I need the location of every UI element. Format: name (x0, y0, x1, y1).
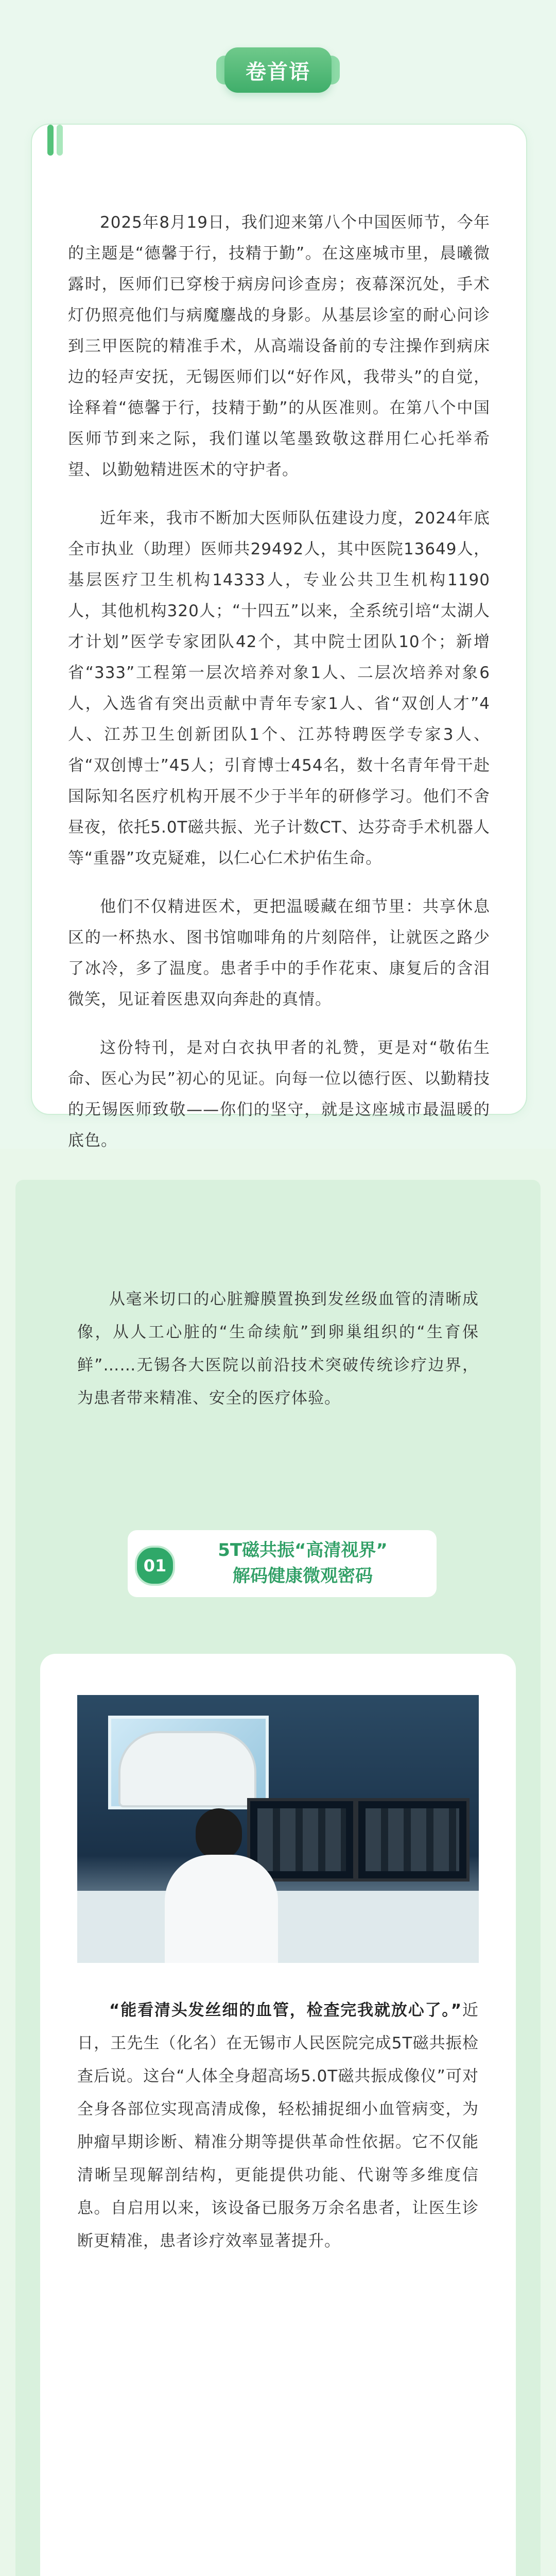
feature-title-line2: 解码健康微观密码 (233, 1566, 373, 1586)
editorial-paragraph: 这份特刊，是对白衣执甲者的礼赞，更是对“敬佑生命、医心为民”初心的见证。向每一位以德行医、以勤精技的无锡医师致敬——你们的坚守，就是这座城市最温暖的底色。 (68, 1039, 490, 1150)
feature-card (40, 1654, 516, 2576)
feature-number-badge: 01 (135, 1546, 175, 1586)
editorial-card (31, 124, 527, 1150)
feature-title-line1: 5T磁共振“高清视界” (218, 1540, 388, 1561)
feature-lead-quote: “能看清头发丝细的血管，检查完我就放心了。” (109, 2001, 462, 2020)
editorial-text (68, 207, 490, 1174)
feature-body-text: 近日，王先生（化名）在无锡市人民医院完成5T磁共振检查后说。这台“人体全身超高场5.0T磁共振成像仪”可对全身各部位实现高清成像，轻松捕捉细小血管病变，为肿瘤早期诊断、精准分期等提供革命性依据。它不仅能清晰呈现解剖结构，更能提供功能、代谢等多维度信息。自启用以来，该设备已服务万余名患者，让医生诊断更精准，患者诊疗效率显著提升。 (77, 2001, 479, 2250)
editorial-paragraph: 近年来，我市不断加大医师队伍建设力度，2024年底全市执业（助理）医师共29492人，其中医院13649人，基层医疗卫生机构14333人，专业公共卫生机构1190人，其他机构320人；“十四五”以来，全系统引培“太湖人才计划”医学专家团队42个，其中院士团队10个；新增省“333”工程第一层次培养对象1人、二层次培养对象6人，入选省有突出贡献中青年专家1人、省“双创人才”4人、江苏卫生创新团队1个、江苏特聘医学专家3人、省“双创博士”45人；引育博士454名，数十名青年骨干赴国际知名医疗机构开展不少于半年的研修学习。他们不舍昼夜，依托5.0T磁共振、光子计数CT、达芬奇手术机器人等“重器”攻克疑难，以仁心仁术护佑生命。 (68, 509, 490, 868)
section-badge (216, 42, 340, 99)
editorial-paragraph: 2025年8月19日，我们迎来第八个中国医师节，今年的主题是“德馨于行，技精于勤”。在这座城市里，晨曦微露时，医师们已穿梭于病房问诊查房；夜幕深沉处，手术灯仍照亮他们与病魔鏖战的身影。从基层诊室的耐心问诊到三甲医院的精准手术，从高端设备前的专注操作到病床边的轻声安抚，无锡医师们以“好作风，我带头”的自觉，诠释着“德馨于行，技精于勤”的从医准则。在第八个中国医师节到来之际，我们谨以笔墨致敬这群用仁心托举希望、以勤勉精进医术的守护者。 (68, 213, 490, 479)
editorial-paragraph: 他们不仅精进医术，更把温暖藏在细节里：共享休息区的一杯热水、图书馆咖啡角的片刻陪伴，让就医之路少了冰冷，多了温度。患者手中的手作花束、康复后的含泪微笑，见证着医患双向奔赴的真情。 (68, 897, 490, 1009)
editorial-section (0, 0, 556, 1149)
feature-heading (128, 1530, 437, 1597)
console-desk (77, 1891, 479, 1963)
feature-title (195, 1537, 411, 1589)
quote-mark-icon (47, 125, 65, 156)
badge-label: 卷首语 (246, 60, 310, 84)
technology-section (15, 1180, 541, 2576)
doctor-figure (160, 1808, 273, 1963)
monitor-right (355, 1798, 470, 1882)
mri-control-room-photo (77, 1695, 479, 1963)
feature-body (77, 1994, 479, 2258)
section-intro-text: 从毫米切口的心脏瓣膜置换到发丝级血管的清晰成像，从人工心脏的“生命续航”到卵巢组织的“生育保鲜”……无锡各大医院以前沿技术突破传统诊疗边界，为患者带来精准、安全的医疗体验。 (77, 1290, 479, 1408)
mri-machine (118, 1731, 256, 1807)
